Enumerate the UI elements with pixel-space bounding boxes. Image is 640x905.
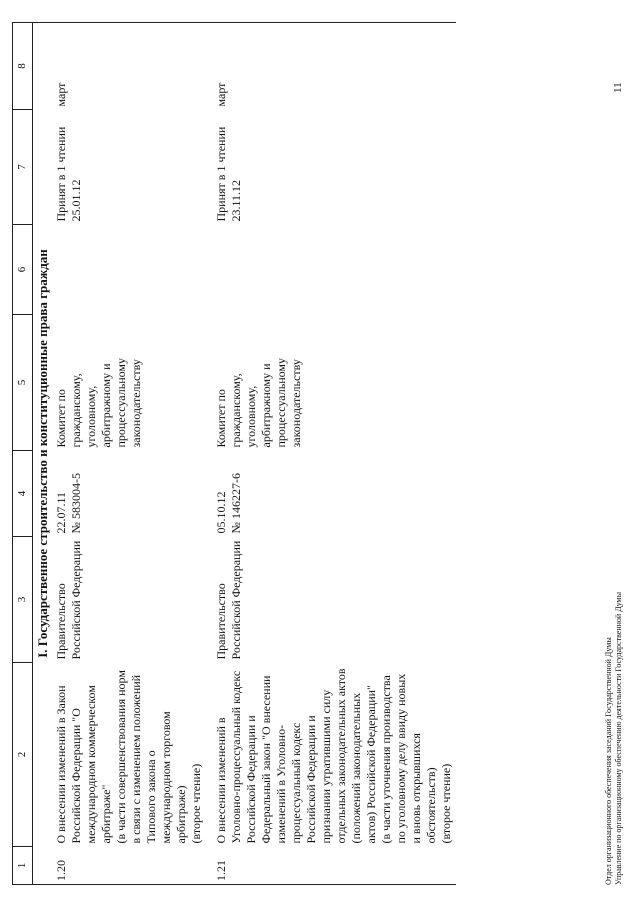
bill-month: март [206, 23, 456, 110]
bill-registration [52, 451, 206, 537]
bill-committee: Комитет по гражданскому, уголовному, арбитражному и процессуальному законодательству [214, 358, 303, 448]
bill-initiator: Правительство Российской Федерации [214, 540, 243, 660]
column-number-row [13, 23, 33, 885]
bill-status: Принят в 1 чтении 23.11.12 [214, 126, 243, 222]
bill-reg-number: № 583004-5 [69, 473, 83, 534]
col-num-1: 1 [13, 847, 33, 885]
page-number: 11 [612, 82, 624, 93]
col-num-2: 2 [13, 663, 33, 847]
bill-status: Принят в 1 чтении 25.01.12 [54, 126, 83, 222]
bill-reg-number: № 146227-6 [229, 473, 243, 534]
section-row [33, 23, 53, 885]
bill-col6 [206, 225, 456, 315]
bill-month: март [52, 23, 206, 110]
bill-table [12, 22, 456, 885]
col-num-7: 7 [13, 110, 33, 225]
row-number: 1.20 [52, 847, 206, 885]
bill-title: О внесении изменений в Закон Российской Федерации "О международном коммерческом арбитраже" (в части совершенствования норм в связи с изменением положений Типового закона о международном торговом арбитраже) (второе чтение) [54, 670, 203, 844]
bill-committee: Комитет по гражданскому, уголовному, арбитражному и процессуальному законодательству [54, 358, 143, 448]
bill-date: 22.07.11 [54, 491, 68, 534]
bill-date: 05.10.12 [214, 491, 228, 534]
bill-title: О внесении изменений в Уголовно-процессуальный кодекс Российской Федерации и Федеральный закон "О внесении изменений в Уголовно-процессуальный кодекс Российской Федерации и признании утратившими силу отдельных законодательных актов (положений законодательных актов) Российской Федерации" (в части уточнения производства по уголовному делу ввиду новых и вновь открывшихся обстоятельств) (второе чтение) [214, 668, 453, 844]
bill-initiator: Правительство Российской Федерации [54, 540, 83, 660]
col-num-6: 6 [13, 225, 33, 315]
row-number: 1.21 [206, 847, 456, 885]
footer-department: Отдел организационного обеспечения заседаний Государственной Думы [604, 637, 613, 885]
col-num-3: 3 [13, 537, 33, 663]
col-num-4: 4 [13, 451, 33, 537]
section-title: I. Государственное строительство и конституционные права граждан [33, 23, 53, 885]
col-num-5: 5 [13, 315, 33, 451]
bill-registration [206, 451, 456, 537]
col-num-8: 8 [13, 23, 33, 110]
bill-col6 [52, 225, 206, 315]
footer-directorate: Управление по организационному обеспечению деятельности Государственной Думы [614, 592, 623, 885]
table-row [52, 23, 206, 885]
table-row [206, 23, 456, 885]
